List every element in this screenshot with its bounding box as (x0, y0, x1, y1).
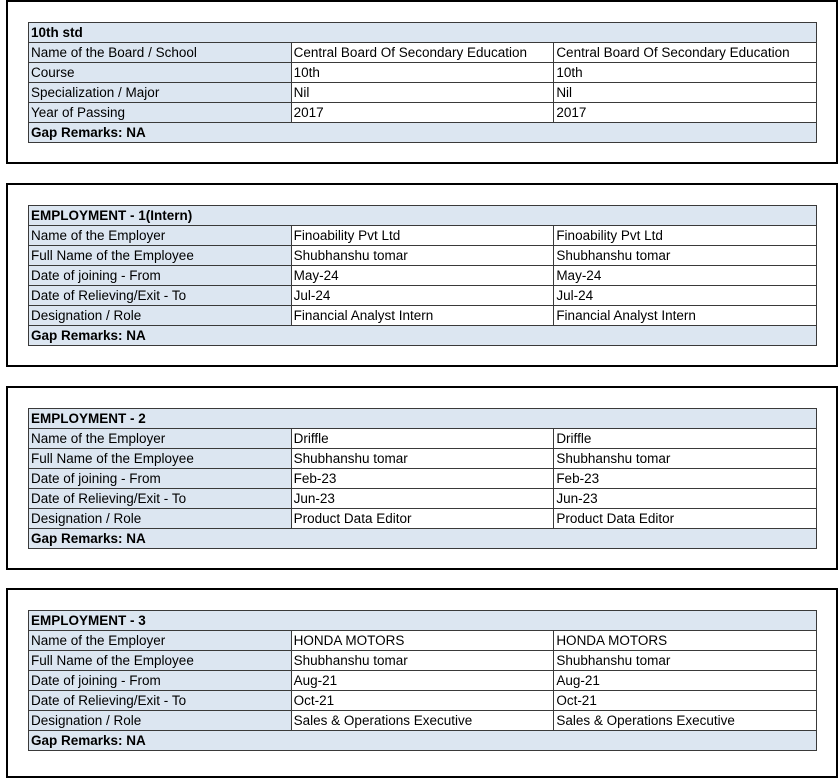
row-label: Date of Relieving/Exit - To (29, 691, 292, 711)
row-value-1: Shubhanshu tomar (291, 246, 554, 266)
row-label: Course (29, 63, 292, 83)
row-value-1: 10th (291, 63, 554, 83)
row-value-1: Finoability Pvt Ltd (291, 226, 554, 246)
gap-remarks-row (29, 123, 817, 143)
table-row (29, 671, 817, 691)
gap-remarks-row (29, 731, 817, 751)
table-row (29, 266, 817, 286)
row-label: Year of Passing (29, 103, 292, 123)
row-value-2: Jul-24 (554, 286, 817, 306)
row-label: Date of Relieving/Exit - To (29, 489, 292, 509)
row-value-2: Nil (554, 83, 817, 103)
row-value-2: Shubhanshu tomar (554, 449, 817, 469)
table-row (29, 469, 817, 489)
section-title: 10th std (29, 23, 817, 43)
section-title: EMPLOYMENT - 3 (29, 611, 817, 631)
row-value-1: Feb-23 (291, 469, 554, 489)
table-row (29, 246, 817, 266)
row-value-1: May-24 (291, 266, 554, 286)
table-row (29, 226, 817, 246)
row-label: Date of Relieving/Exit - To (29, 286, 292, 306)
row-value-2: Financial Analyst Intern (554, 306, 817, 326)
row-value-1: Sales & Operations Executive (291, 711, 554, 731)
table-row (29, 449, 817, 469)
row-label: Date of joining - From (29, 469, 292, 489)
row-value-2: HONDA MOTORS (554, 631, 817, 651)
table-row (29, 103, 817, 123)
section-title: EMPLOYMENT - 2 (29, 409, 817, 429)
gap-remarks: Gap Remarks: NA (29, 731, 817, 751)
row-value-1: Driffle (291, 429, 554, 449)
section-table (28, 22, 817, 143)
row-value-1: Central Board Of Secondary Education (291, 43, 554, 63)
section-title: EMPLOYMENT - 1(Intern) (29, 206, 817, 226)
table-row (29, 631, 817, 651)
row-label: Specialization / Major (29, 83, 292, 103)
table-row (29, 43, 817, 63)
section-table (28, 205, 817, 346)
row-value-2: Finoability Pvt Ltd (554, 226, 817, 246)
gap-remarks: Gap Remarks: NA (29, 123, 817, 143)
row-value-1: Financial Analyst Intern (291, 306, 554, 326)
table-row (29, 651, 817, 671)
table-row (29, 691, 817, 711)
row-value-2: Product Data Editor (554, 509, 817, 529)
row-value-2: Oct-21 (554, 691, 817, 711)
row-value-1: Aug-21 (291, 671, 554, 691)
row-value-2: Aug-21 (554, 671, 817, 691)
row-label: Designation / Role (29, 509, 292, 529)
row-label: Name of the Employer (29, 226, 292, 246)
row-value-1: Shubhanshu tomar (291, 449, 554, 469)
section-panel-employment-1 (6, 183, 838, 367)
section-table (28, 610, 817, 751)
section-header-row (29, 23, 817, 43)
section-header-row (29, 409, 817, 429)
row-value-1: Jul-24 (291, 286, 554, 306)
row-label: Name of the Employer (29, 429, 292, 449)
row-value-1: 2017 (291, 103, 554, 123)
table-row (29, 286, 817, 306)
row-value-2: Sales & Operations Executive (554, 711, 817, 731)
table-row (29, 63, 817, 83)
row-label: Full Name of the Employee (29, 651, 292, 671)
row-label: Full Name of the Employee (29, 449, 292, 469)
row-value-1: Jun-23 (291, 489, 554, 509)
row-value-2: Central Board Of Secondary Education (554, 43, 817, 63)
table-row (29, 306, 817, 326)
row-value-2: Driffle (554, 429, 817, 449)
row-value-1: Product Data Editor (291, 509, 554, 529)
row-label: Date of joining - From (29, 671, 292, 691)
section-panel-employment-2 (6, 386, 838, 570)
row-value-1: Nil (291, 83, 554, 103)
row-value-1: Shubhanshu tomar (291, 651, 554, 671)
table-row (29, 711, 817, 731)
section-table (28, 408, 817, 549)
gap-remarks-row (29, 326, 817, 346)
row-value-2: May-24 (554, 266, 817, 286)
section-header-row (29, 611, 817, 631)
row-label: Name of the Board / School (29, 43, 292, 63)
row-value-2: Shubhanshu tomar (554, 651, 817, 671)
table-row (29, 509, 817, 529)
table-row (29, 83, 817, 103)
row-value-1: Oct-21 (291, 691, 554, 711)
gap-remarks: Gap Remarks: NA (29, 326, 817, 346)
row-label: Designation / Role (29, 306, 292, 326)
table-row (29, 429, 817, 449)
section-panel-10th-std (6, 0, 838, 164)
table-row (29, 489, 817, 509)
row-label: Date of joining - From (29, 266, 292, 286)
row-value-2: 2017 (554, 103, 817, 123)
row-value-2: Shubhanshu tomar (554, 246, 817, 266)
row-value-2: 10th (554, 63, 817, 83)
section-panel-employment-3 (6, 588, 838, 778)
row-value-1: HONDA MOTORS (291, 631, 554, 651)
row-value-2: Jun-23 (554, 489, 817, 509)
row-label: Designation / Role (29, 711, 292, 731)
section-header-row (29, 206, 817, 226)
gap-remarks: Gap Remarks: NA (29, 529, 817, 549)
gap-remarks-row (29, 529, 817, 549)
row-label: Name of the Employer (29, 631, 292, 651)
row-value-2: Feb-23 (554, 469, 817, 489)
row-label: Full Name of the Employee (29, 246, 292, 266)
